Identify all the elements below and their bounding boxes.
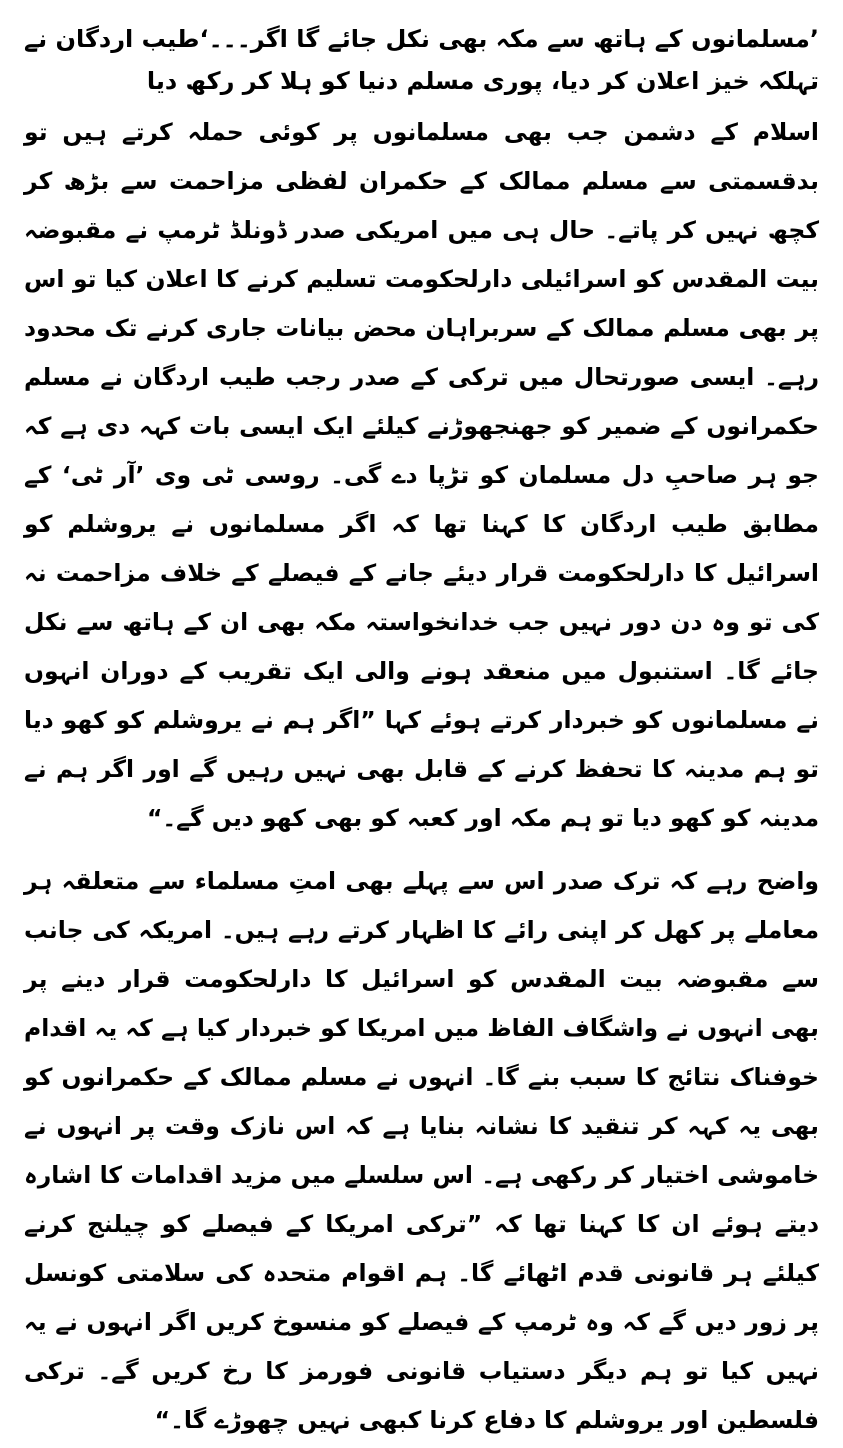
article-paragraph-1: اسلام کے دشمن جب بھی مسلمانوں پر کوئی حملہ کرتے ہیں تو بدقسمتی سے مسلم ممالک کے حکمران لفظی مزاحمت سے بڑھ کر کچھ نہیں کر پاتے۔ حال ہی میں امریکی صدر ڈونلڈ ٹرمپ نے مقبوضہ بیت المقدس کو اسرائیلی دارلحکومت تسلیم کرنے کا اعلان کیا تو اس پر بھی مسلم ممالک کے سربراہان محض بیانات جاری کرنے تک محدود رہے۔ ایسی صورتحال میں ترکی کے صدر رجب طیب اردگان نے مسلم حکمرانوں کے ضمیر کو جھنجھوڑنے کیلئے ایک ایسی بات کہہ دی ہے کہ جو ہر صاحبِ دل مسلمان کو تڑپا دے گی۔ روسی ٹی وی ’آر ٹی‘ کے مطابق طیب اردگان کا کہنا تھا کہ اگر مسلمانوں نے یروشلم کو اسرائیل کا دارلحکومت قرار دیئے جانے کے فیصلے کے خلاف مزاحمت نہ کی تو وہ دن دور نہیں جب خدانخواستہ مکہ بھی ان کے ہاتھ سے نکل جائے گا۔ استنبول میں منعقد ہونے والی ایک تقریب کے دوران انہوں نے مسلمانوں کو خبردار کرتے ہوئے کہا ”اگر ہم نے یروشلم کو کھو دیا تو ہم مدینہ کا تحفظ کرنے کے قابل بھی نہیں رہیں گے اور اگر ہم نے مدینہ کو کھو دیا تو ہم مکہ اور کعبہ کو بھی کھو دیں گے۔“ — [24, 118, 819, 832]
article-headline: ’مسلمانوں کے ہاتھ سے مکہ بھی نکل جائے گا اگر۔۔۔‘طیب اردگان نے تہلکہ خیز اعلان کر دیا، پوری مسلم دنیا کو ہلا کر رکھ دیا — [24, 25, 819, 95]
article-paragraph-2: واضح رہے کہ ترک صدر اس سے پہلے بھی امتِ مسلماء سے متعلقہ ہر معاملے پر کھل کر اپنی رائے کا اظہار کرتے رہے ہیں۔ امریکہ کی جانب سے مقبوضہ بیت المقدس کو اسرائیل کا دارلحکومت قرار دینے پر بھی انہوں نے واشگاف الفاظ میں امریکا کو خبردار کیا ہے کہ یہ اقدام خوفناک نتائج کا سبب بنے گا۔ انہوں نے مسلم ممالک کے حکمرانوں کو بھی یہ کہہ کر تنقید کا نشانہ بنایا ہے کہ اس نازک وقت پر انہوں نے خاموشی اختیار کر رکھی ہے۔ اس سلسلے میں مزید اقدامات کا اشارہ دیتے ہوئے ان کا کہنا تھا کہ ”ترکی امریکا کے فیصلے کو چیلنج کرنے کیلئے ہر قانونی قدم اٹھائے گا۔ ہم اقوام متحدہ کی سلامتی کونسل پر زور دیں گے کہ وہ ٹرمپ کے فیصلے کو منسوخ کریں اگر انہوں نے یہ نہیں کیا تو ہم دیگر دستیاب قانونی فورمز کا رخ کریں گے۔ ترکی فلسطین اور یروشلم کا دفاع کرنا کبھی نہیں چھوڑے گا۔“ — [24, 867, 819, 1434]
